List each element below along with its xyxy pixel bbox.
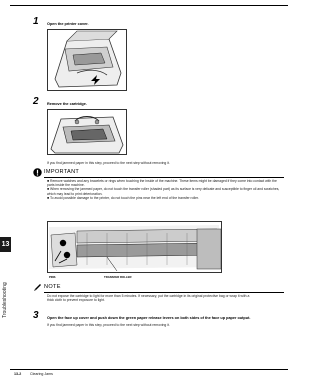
note-icon xyxy=(33,283,42,292)
important-bullet-3: ■ To avoid possible damage to the printer, do not touch the pins near the left end of the transfer roller. xyxy=(47,195,199,200)
step-2-number: 2 xyxy=(33,96,39,107)
important-bullet-2: ■ When removing the jammed paper, do not touch the transfer roller (shaded part) as its surface is very delicate and susceptible to finger oil and scratches, which may lead to print deterioration. xyxy=(47,187,280,196)
transfer-roller-figure xyxy=(47,221,222,273)
step-2-note: If you find jammed paper in this step, proceed to the next step without removing it. xyxy=(47,161,170,165)
note-body xyxy=(47,294,282,302)
footer-page-number: 13-2 xyxy=(14,372,22,376)
note-line-2: thick cloth to prevent exposure to light. xyxy=(47,298,105,303)
footer-section: Clearing Jams xyxy=(30,372,53,376)
important-bullets xyxy=(47,179,282,200)
transfer-roller-label: TRANSFER ROLLER xyxy=(104,275,132,279)
chapter-tab: 13 xyxy=(0,237,11,252)
footer-rule xyxy=(10,369,288,370)
top-rule xyxy=(10,5,288,6)
step-3-note: If you find jammed paper in this step, proceed to the next step without removing it. xyxy=(47,323,170,327)
step-3-number: 3 xyxy=(33,310,39,321)
step-1-number: 1 xyxy=(33,16,39,27)
pins-label: PINS xyxy=(49,275,56,279)
step-3-text: Open the face up cover and push down the green paper release levers on both sides of the face up paper output. xyxy=(47,316,251,320)
note-heading: NOTE xyxy=(44,284,61,290)
step-2-text: Remove the cartridge. xyxy=(47,102,87,106)
chapter-label: Troubleshooting xyxy=(2,282,8,318)
remove-cartridge-figure xyxy=(47,109,127,155)
important-icon xyxy=(33,168,42,177)
printer-cover-open-figure xyxy=(47,29,127,91)
step-1-text: Open the printer cover. xyxy=(47,22,89,26)
important-bullet-1: ■ Remove watches and any bracelets or rings when touching the inside of the machine. These items might be damaged if they come into contact with the parts inside the machine. xyxy=(47,179,277,188)
note-line-1: Do not expose the cartridge to light for more than 5 minutes. If necessary, put the cartridge in its original protective bag or wrap it with a xyxy=(47,294,250,298)
note-rule xyxy=(44,292,284,293)
important-rule xyxy=(44,177,284,178)
important-heading: IMPORTANT xyxy=(44,169,80,175)
